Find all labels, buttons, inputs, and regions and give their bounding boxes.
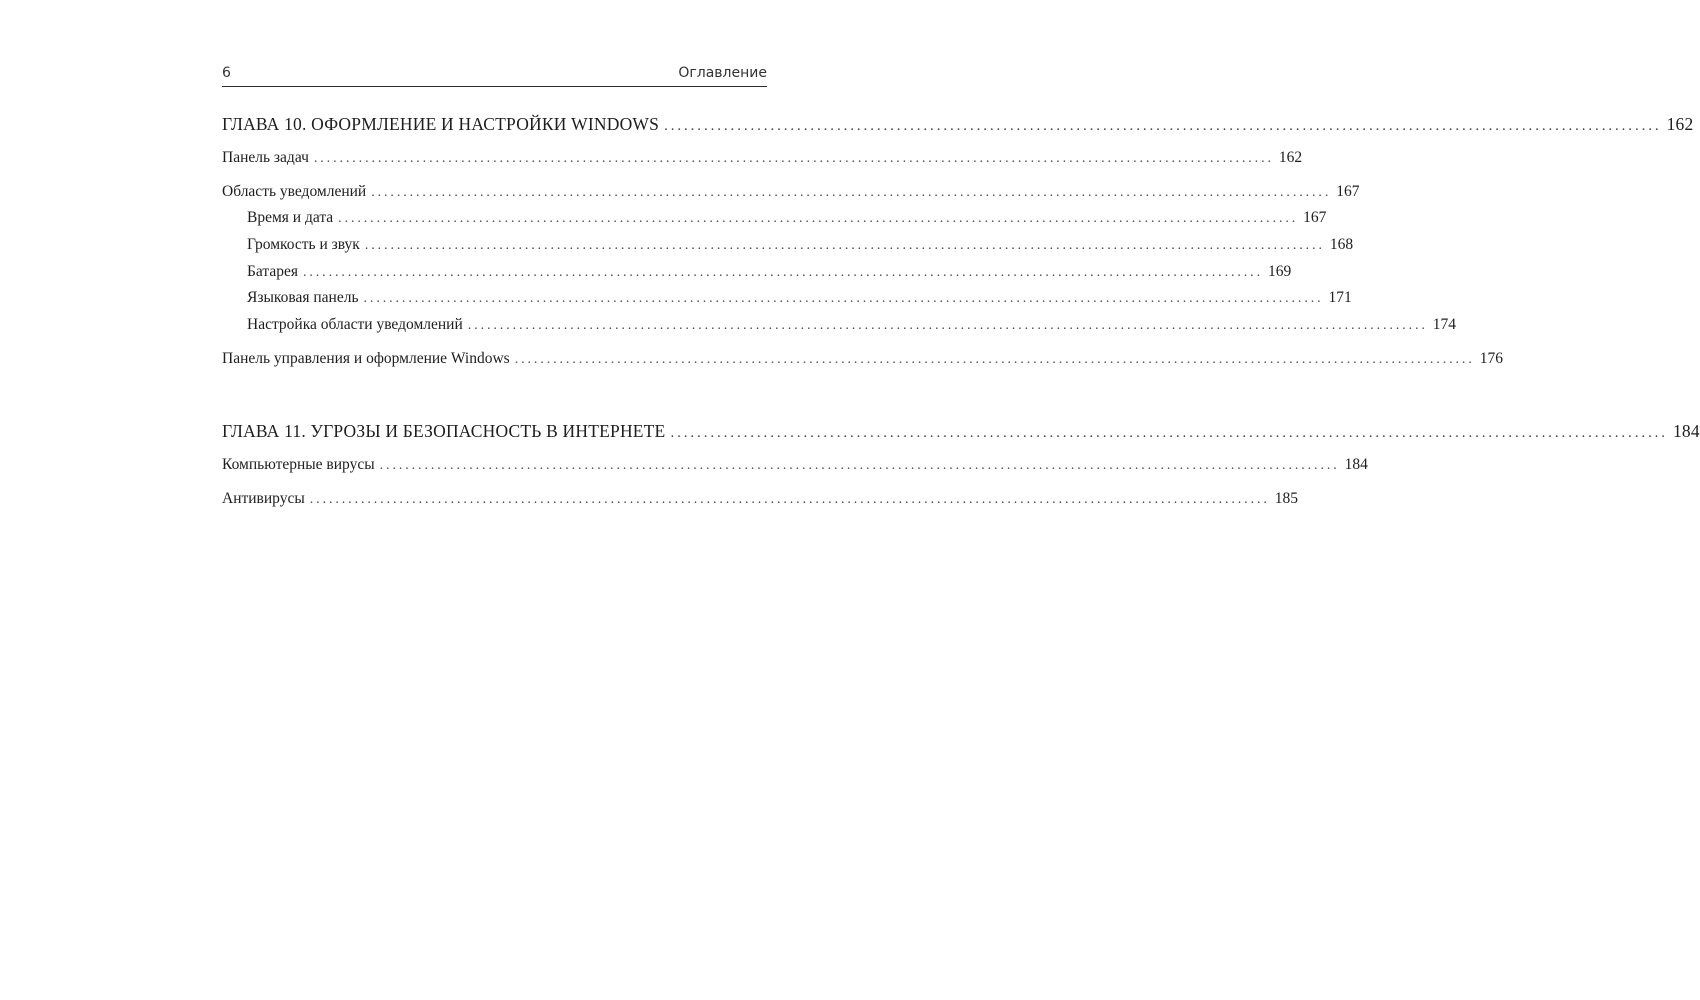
toc-subsection-volume-sound: [247, 235, 1354, 256]
toc-entry-page: 167: [1303, 209, 1327, 226]
dot-leader: ......................................................................................................................................................: [302, 265, 1263, 280]
toc-subsection-battery: [247, 262, 1292, 283]
toc-entry-page: 171: [1328, 289, 1352, 306]
page-number: 6: [222, 65, 231, 81]
dot-leader: ......................................................................................................................................................: [371, 185, 1332, 200]
toc-entry-title: Батарея: [247, 263, 298, 280]
toc-entry-title: Время и дата: [247, 209, 334, 226]
toc-entry-title: Область уведомлений: [222, 183, 367, 200]
toc-section-antiviruses: [222, 489, 1299, 510]
toc-entry-page: 184: [1344, 456, 1368, 473]
toc-section-taskbar: [222, 148, 1303, 169]
toc-entry-page: 168: [1329, 236, 1354, 253]
running-header: [222, 64, 767, 87]
toc-entry-page: 162: [1278, 149, 1303, 166]
toc-entry-title: Настройка области уведомлений: [247, 316, 463, 333]
toc-subsection-time-date: [247, 208, 1327, 229]
dot-leader: ......................................................................................................................................................: [467, 318, 1428, 333]
dot-leader: ......................................................................................................................................................: [379, 458, 1340, 473]
dot-leader: ......................................................................................................................................................: [309, 492, 1270, 507]
toc-chapter-11: [222, 421, 1700, 443]
dot-leader: ......................................................................................................................................................: [338, 211, 1299, 226]
dot-leader: ......................................................................................................................................................: [670, 425, 1668, 441]
running-section-title: Оглавление: [678, 65, 767, 81]
toc-entry-title: ГЛАВА 11. УГРОЗЫ И БЕЗОПАСНОСТЬ В ИНТЕРНЕТЕ: [222, 421, 666, 441]
toc-section-notification-area: [222, 182, 1360, 203]
dot-leader: ......................................................................................................................................................: [664, 118, 1662, 134]
toc-entry-page: 169: [1267, 263, 1292, 280]
toc-entry-title: Панель управления и оформление Windows: [222, 350, 510, 367]
toc-entry-page: 185: [1274, 490, 1299, 507]
dot-leader: ......................................................................................................................................................: [313, 151, 1274, 166]
toc-entry-title: Панель задач: [222, 149, 309, 166]
dot-leader: ......................................................................................................................................................: [363, 291, 1324, 306]
toc-chapter-10: [222, 114, 1694, 136]
toc-entry-page: 162: [1666, 114, 1694, 134]
toc-section-computer-viruses: [222, 455, 1368, 476]
dot-leader: ......................................................................................................................................................: [514, 352, 1475, 367]
toc-entry-title: Языковая панель: [247, 289, 359, 306]
toc-entry-title: Громкость и звук: [247, 236, 360, 253]
toc-entry-page: 176: [1479, 350, 1503, 367]
toc-entry-title: ГЛАВА 10. ОФОРМЛЕНИЕ И НАСТРОЙКИ WINDOWS: [222, 114, 660, 134]
toc-entry-page: 184: [1672, 421, 1700, 441]
book-page: [222, 0, 1700, 1000]
toc-entry-page: 174: [1432, 316, 1457, 333]
toc-subsection-language-bar: [247, 288, 1352, 309]
toc-entry-title: Компьютерные вирусы: [222, 456, 375, 473]
toc-entry-page: 167: [1336, 183, 1360, 200]
dot-leader: ......................................................................................................................................................: [364, 238, 1325, 253]
toc-subsection-notification-settings: [247, 315, 1457, 336]
toc-entry-title: Антивирусы: [222, 490, 305, 507]
toc-section-control-panel: [222, 349, 1503, 370]
